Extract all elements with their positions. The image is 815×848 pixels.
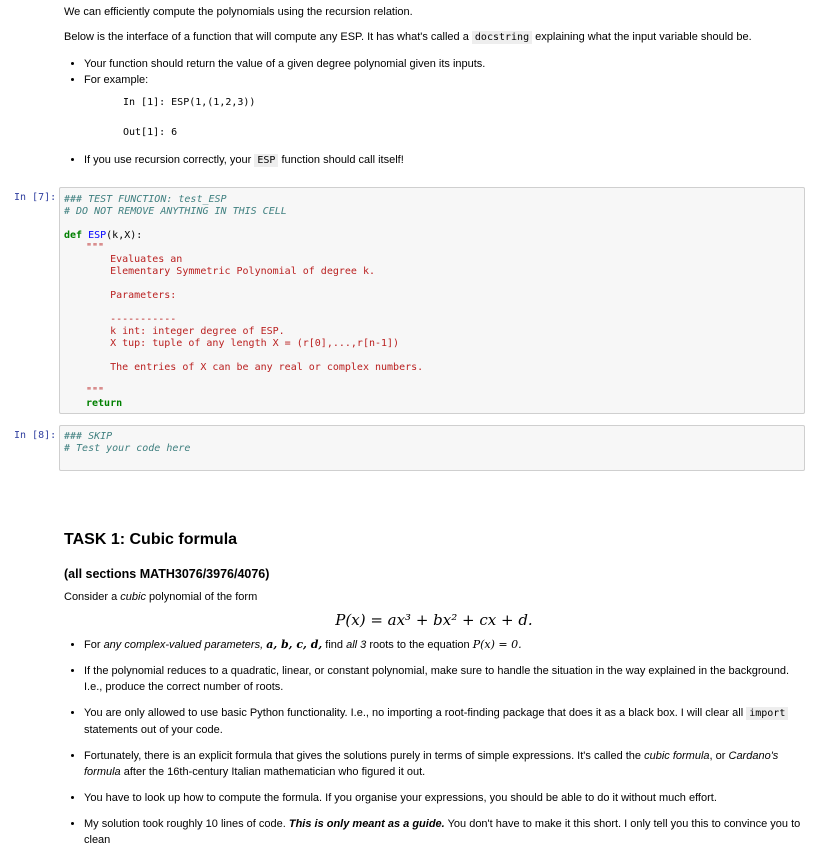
consider-text-b: polynomial of the form <box>149 591 258 603</box>
task-b4-em1: cubic formula <box>644 750 710 762</box>
consider-line <box>64 589 804 605</box>
consider-text-a: Consider a <box>64 591 118 603</box>
intro-bullets <box>64 56 804 88</box>
inline-code-docstring: docstring <box>472 31 532 44</box>
task-b1-b: find <box>325 639 344 651</box>
intro-bullet-3 <box>84 152 804 169</box>
example-input: In [1]: ESP(1,(1,2,3)) <box>123 97 256 108</box>
keyword-def: def <box>64 230 83 241</box>
task-bullet-3 <box>84 705 804 738</box>
function-name: ESP <box>88 230 107 241</box>
intro-bullet-3-text-a: If you use recursion correctly, your <box>84 154 252 166</box>
docstring-line-5: k int: integer degree of ESP. <box>86 326 285 337</box>
task-b6-strong: This is only meant as a guide. <box>288 818 445 830</box>
task-bullet-4 <box>84 748 804 780</box>
code-line-def <box>64 230 142 242</box>
task-bullets <box>64 637 804 848</box>
docstring-line-1: Evaluates an <box>86 254 183 265</box>
task-bullet-6 <box>84 816 804 848</box>
task-b1-em: any complex-valued parameters, <box>103 639 264 651</box>
task-title: TASK 1: Cubic formula <box>64 531 238 548</box>
task-b3-b: statements out of your code. <box>84 724 223 736</box>
intro-line-2 <box>64 29 804 46</box>
task-b4-b: , or <box>709 750 726 762</box>
task-b4-c: after the 16th-century Italian mathematician who figured it out. <box>123 766 426 778</box>
task-b4-a: Fortunately, there is an explicit formula that gives the solutions purely in terms of simple expressions. It's called the <box>84 750 642 762</box>
task-b1-eq: P(x) = 0. <box>472 638 522 651</box>
intro-bullet-3-text-b: function should call itself! <box>281 154 404 166</box>
task-b4-em2: Cardano's formula <box>84 750 779 778</box>
task-b1-a: For <box>84 639 101 651</box>
inline-code-esp: ESP <box>254 154 278 167</box>
docstring-line-3: Parameters: <box>86 290 177 301</box>
docstring-open: """ <box>86 242 105 253</box>
task-b6-b: You don't have to make it this short. I only tell you this to convince you to clean <box>84 818 801 846</box>
cubic-formula: P(x) = ax³ + bx² + cx + d. <box>335 611 533 629</box>
cell-8-prompt: In [8]: <box>14 430 57 441</box>
docstring-line-2: Elementary Symmetric Polynomial of degree k. <box>86 266 375 277</box>
task-bullet-1 <box>84 637 804 653</box>
code-line-1: ### TEST FUNCTION: test_ESP <box>64 194 227 205</box>
intro-bullet-3-wrap <box>64 152 804 169</box>
inline-code-import: import <box>746 707 788 720</box>
task-subtitle: (all sections MATH3076/3976/4076) <box>64 567 270 581</box>
docstring-line-4: ----------- <box>86 314 177 325</box>
example-output: Out[1]: 6 <box>123 127 178 138</box>
task-b6-a: My solution took roughly 10 lines of code. <box>84 818 286 830</box>
code-cell-8[interactable] <box>59 425 805 471</box>
intro-line-2-text-a: Below is the interface of a function that will compute any ESP. It has what's called a <box>64 31 469 43</box>
task-b1-em2: all 3 <box>346 639 367 651</box>
docstring-line-7: The entries of X can be any real or complex numbers. <box>86 362 424 373</box>
intro-bullet-2: • For example: <box>84 72 804 88</box>
code-line-2: # DO NOT REMOVE ANYTHING IN THIS CELL <box>64 206 287 217</box>
task-bullet-5: • You have to look up how to compute the formula. If you organise your expressions, you should be able to do it without much effort. <box>84 790 804 806</box>
docstring-close: """ <box>86 386 105 397</box>
task-b1-c: roots to the equation <box>369 639 470 651</box>
function-args: (k,X): <box>106 230 143 241</box>
task-b3-a: You are only allowed to use basic Python functionality. I.e., no importing a root-finding package that does it as a black box. I will clear all <box>84 707 744 719</box>
task-1-section <box>64 531 804 848</box>
intro-line-1: We can efficiently compute the polynomials using the recursion relation. <box>64 6 413 18</box>
consider-em: cubic <box>120 591 146 603</box>
keyword-return: return <box>86 398 123 409</box>
intro-markdown <box>64 4 804 88</box>
intro-line-2-text-b: explaining what the input variable should be. <box>535 31 752 43</box>
cell-7-prompt: In [7]: <box>14 192 57 203</box>
cell-8-line-2: # Test your code here <box>64 443 191 454</box>
intro-bullet-1: • Your function should return the value of a given degree polynomial given its inputs. <box>84 56 804 72</box>
task-b1-vars: a, b, c, d, <box>266 638 323 651</box>
docstring-line-6: X tup: tuple of any length X = (r[0],...,r[n-1]) <box>86 338 400 349</box>
task-bullet-2: • If the polynomial reduces to a quadratic, linear, or constant polynomial, make sure to handle the situation in the way explained in the background. I.e., produce the correct number of roots. <box>84 663 804 695</box>
cell-8-line-1: ### SKIP <box>64 431 113 442</box>
code-cell-7[interactable] <box>59 187 805 414</box>
